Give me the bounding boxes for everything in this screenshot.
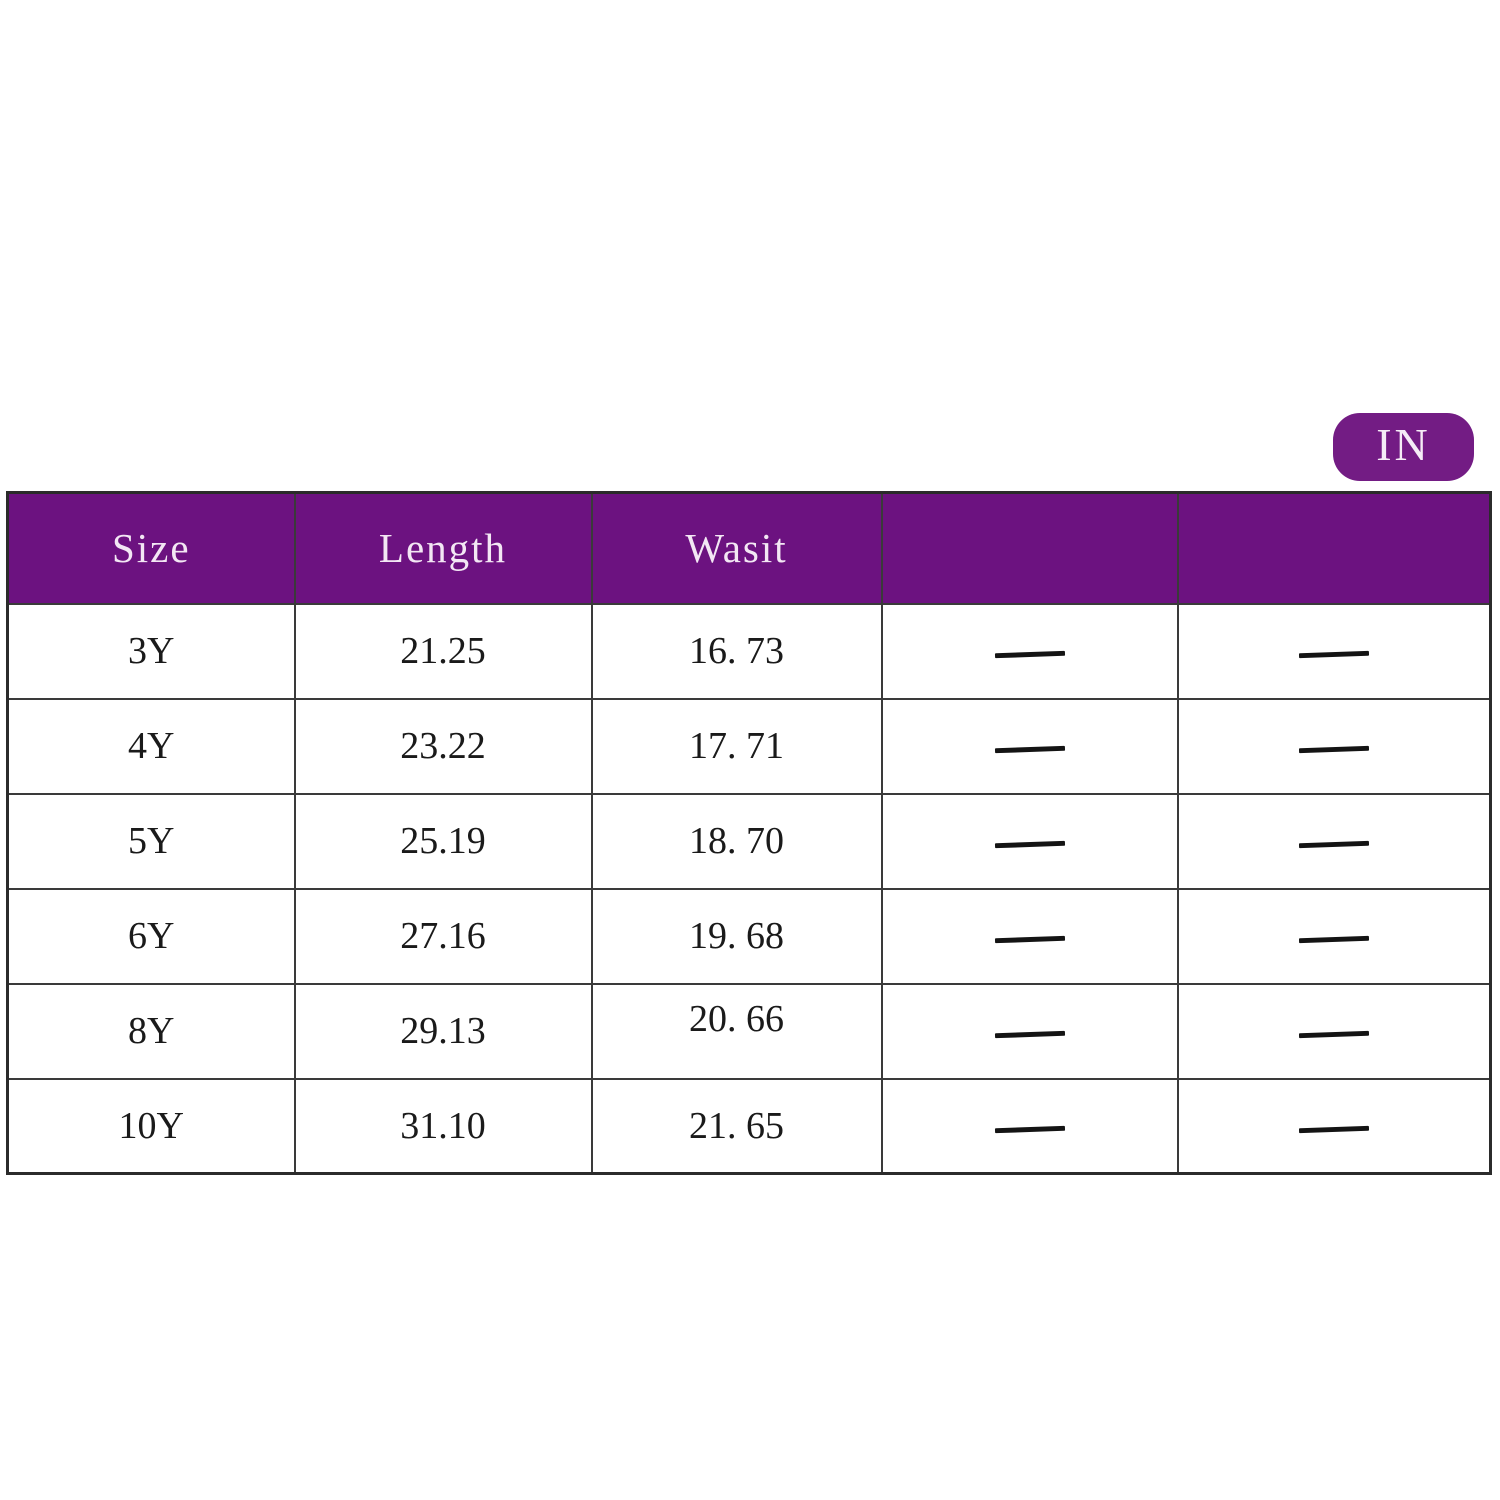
cell-waist: 17. 71 bbox=[592, 699, 882, 794]
cell-empty bbox=[882, 794, 1178, 889]
cell-size: 5Y bbox=[8, 794, 295, 889]
unit-badge-label: IN bbox=[1376, 419, 1431, 470]
dash-icon bbox=[1299, 1125, 1369, 1132]
header-row bbox=[8, 493, 1491, 604]
dash-icon bbox=[1299, 1031, 1369, 1038]
cell-empty bbox=[882, 1079, 1178, 1174]
size-chart-table bbox=[6, 491, 1492, 1175]
cell-empty bbox=[1178, 699, 1491, 794]
dash-icon bbox=[994, 746, 1064, 753]
cell-length: 25.19 bbox=[295, 794, 592, 889]
dash-icon bbox=[1299, 936, 1369, 943]
cell-waist: 16. 73 bbox=[592, 604, 882, 699]
cell-empty bbox=[1178, 1079, 1491, 1174]
cell-length: 23.22 bbox=[295, 699, 592, 794]
cell-empty bbox=[882, 984, 1178, 1079]
table-row bbox=[8, 889, 1491, 984]
table-row bbox=[8, 1079, 1491, 1174]
cell-size: 4Y bbox=[8, 699, 295, 794]
cell-waist: 19. 68 bbox=[592, 889, 882, 984]
cell-empty bbox=[882, 889, 1178, 984]
cell-length: 27.16 bbox=[295, 889, 592, 984]
unit-badge bbox=[1333, 413, 1474, 481]
cell-empty bbox=[882, 604, 1178, 699]
dash-icon bbox=[994, 1031, 1064, 1038]
dash-icon bbox=[1299, 746, 1369, 753]
header-waist: Wasit bbox=[592, 493, 882, 604]
cell-length: 21.25 bbox=[295, 604, 592, 699]
header-empty-1 bbox=[882, 493, 1178, 604]
table-row bbox=[8, 604, 1491, 699]
cell-size: 3Y bbox=[8, 604, 295, 699]
cell-empty bbox=[1178, 794, 1491, 889]
dash-icon bbox=[994, 1125, 1064, 1132]
cell-size: 8Y bbox=[8, 984, 295, 1079]
header-empty-2 bbox=[1178, 493, 1491, 604]
cell-empty bbox=[882, 699, 1178, 794]
cell-length: 31.10 bbox=[295, 1079, 592, 1174]
cell-size: 10Y bbox=[8, 1079, 295, 1174]
dash-icon bbox=[994, 651, 1064, 658]
dash-icon bbox=[994, 936, 1064, 943]
header-size: Size bbox=[8, 493, 295, 604]
cell-empty bbox=[1178, 604, 1491, 699]
table-row bbox=[8, 984, 1491, 1079]
dash-icon bbox=[994, 841, 1064, 848]
table-row bbox=[8, 699, 1491, 794]
dash-icon bbox=[1299, 841, 1369, 848]
cell-waist: 21. 65 bbox=[592, 1079, 882, 1174]
cell-empty bbox=[1178, 984, 1491, 1079]
dash-icon bbox=[1299, 651, 1369, 658]
cell-waist: 18. 70 bbox=[592, 794, 882, 889]
cell-length: 29.13 bbox=[295, 984, 592, 1079]
header-length: Length bbox=[295, 493, 592, 604]
cell-waist: 20. 66 bbox=[592, 984, 882, 1079]
cell-empty bbox=[1178, 889, 1491, 984]
table-row bbox=[8, 794, 1491, 889]
cell-size: 6Y bbox=[8, 889, 295, 984]
